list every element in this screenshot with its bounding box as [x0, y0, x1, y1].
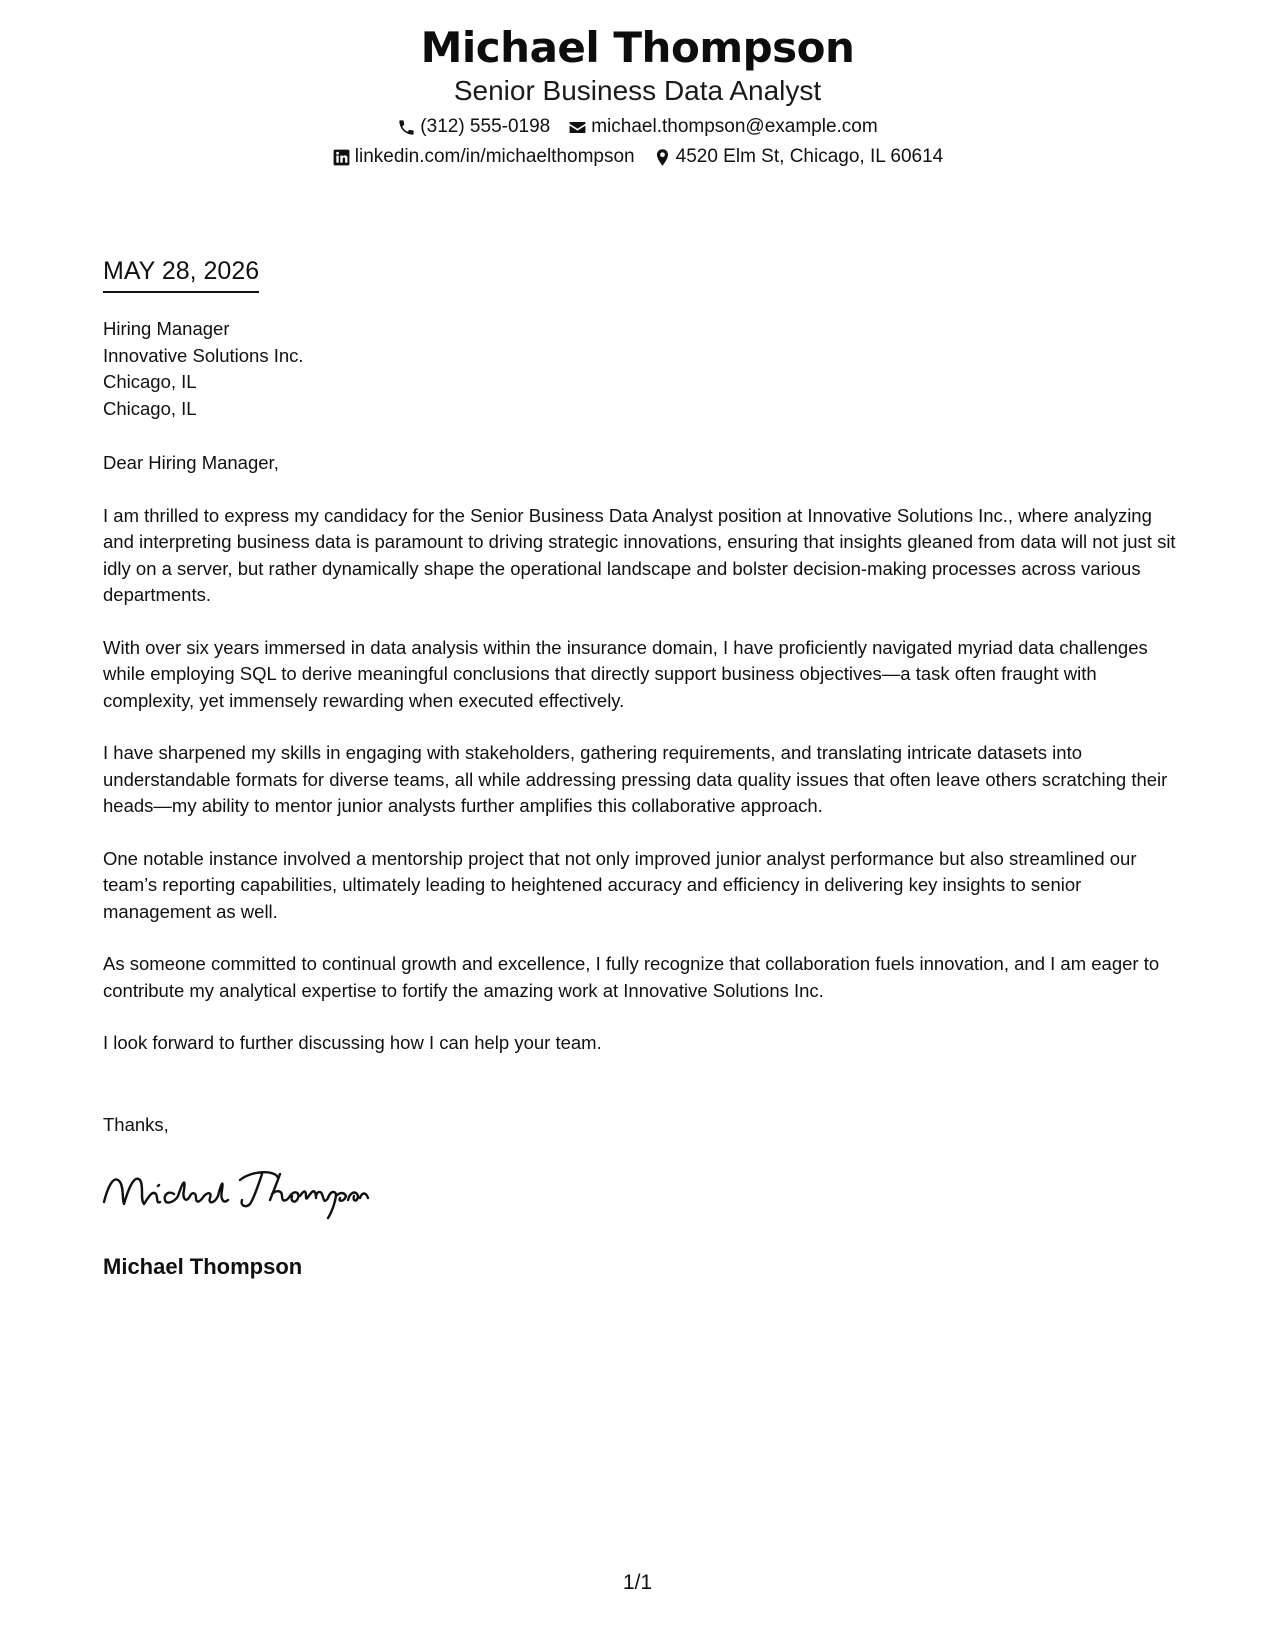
linkedin-url[interactable]: linkedin.com/in/michaelthompson — [354, 146, 635, 167]
letter-header — [0, 22, 1275, 170]
phone-number: (312) 555-0198 — [420, 116, 551, 137]
body-paragraph: As someone committed to continual growth and excellence, I fully recognize that collaboration fuels innovation, and I am eager to contribute my analytical expertise to fortify the amazing work at Innovative Solutions Inc. — [103, 953, 1160, 1001]
body-paragraph: I look forward to further discussing how I can help your team. — [103, 1032, 602, 1053]
email-address[interactable]: michael.thompson@example.com — [591, 116, 878, 137]
recipient-line: Chicago, IL — [103, 397, 197, 419]
salutation: Dear Hiring Manager, — [103, 452, 279, 473]
contact-address — [653, 144, 944, 170]
applicant-name: Michael Thompson — [420, 23, 855, 72]
phone-icon — [397, 118, 416, 137]
signer-name: Michael Thompson — [103, 1254, 303, 1279]
contact-email — [568, 114, 877, 140]
letter-date: MAY 28, 2026 — [103, 256, 259, 293]
envelope-icon — [568, 118, 587, 137]
body-paragraph: With over six years immersed in data analysis within the insurance domain, I have proficiently navigated myriad data challenges while employing SQL to derive meaningful conclusions that directly support business objectives—a task often fraught with complexity, yet immensely rewarding when executed effectively. — [103, 636, 1148, 711]
page-indicator: 1/1 — [622, 1571, 653, 1594]
body-paragraph: I have sharpened my skills in engaging with stakeholders, gathering requirements, and translating intricate datasets into understandable formats for diverse teams, all while addressing pressing data quality issues that often leave others scratching their heads—my ability to mentor junior analysts further amplifies this collaborative approach. — [103, 742, 1168, 816]
handwritten-signature — [100, 1160, 370, 1220]
applicant-job-title: Senior Business Data Analyst — [453, 75, 822, 106]
body-paragraph: One notable instance involved a mentorship project that not only improved junior analyst performance but also streamlined our team’s reporting capabilities, ultimately leading to heightened accuracy and efficiency in delivering key insights to senior management as well. — [103, 847, 1137, 922]
recipient-block — [103, 316, 304, 422]
recipient-line: Hiring Manager — [103, 318, 230, 339]
letter-body — [103, 450, 1178, 1083]
contact-row-secondary — [0, 144, 1275, 170]
body-paragraph: I am thrilled to express my candidacy for the Senior Business Data Analyst position at Innovative Solutions Inc., where analyzing and interpreting business data is paramount to driving strategic innovations, ensuring that insights gleaned from data will not just sit idly on a server, but rather dynamically shape the operational landscape and bolster decision-making processes across various departments. — [103, 504, 1176, 605]
contact-linkedin — [332, 144, 635, 170]
contact-row-primary — [0, 114, 1275, 140]
contact-phone — [397, 114, 550, 140]
map-marker-icon — [653, 148, 672, 167]
recipient-line: Innovative Solutions Inc. — [103, 344, 304, 366]
street-address: 4520 Elm St, Chicago, IL 60614 — [675, 146, 944, 167]
closing: Thanks, — [103, 1114, 169, 1135]
recipient-line: Chicago, IL — [103, 371, 197, 392]
linkedin-icon — [332, 148, 351, 167]
